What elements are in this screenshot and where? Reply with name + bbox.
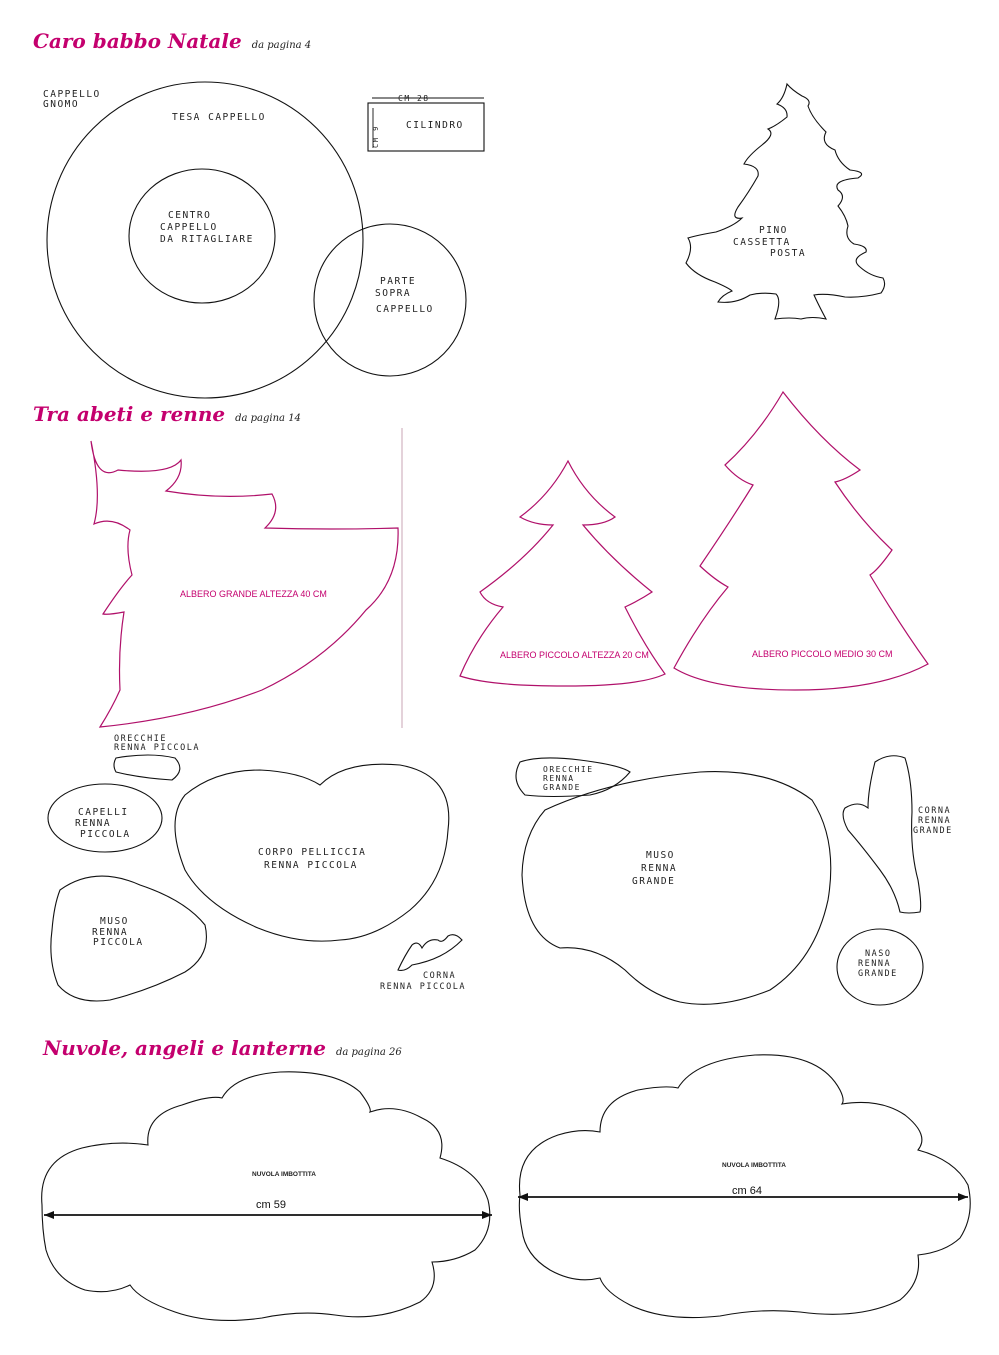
body-small-label-1: CORPO PELLICCIA [258, 847, 367, 858]
tree-medium-label: ALBERO PICCOLO MEDIO 30 CM [752, 649, 893, 659]
antlers-small-shape [398, 935, 462, 971]
hat-center-label-1: CENTRO [168, 210, 212, 221]
muzzle-large-label-3: GRANDE [632, 876, 676, 887]
pine-label-2: CASSETTA [733, 237, 791, 248]
hat-top-label-3: CAPPELLO [376, 304, 434, 315]
nose-large-label-1: NASO [865, 949, 892, 959]
ears-large-label-2: RENNA [543, 774, 575, 783]
muzzle-large-label-2: RENNA [641, 863, 678, 874]
cloud-2-measure-label: cm 64 [732, 1185, 762, 1197]
tree-large-outline [91, 441, 398, 727]
cloud-2-label: NUVOLA IMBOTTITA [722, 1162, 786, 1169]
cloud-1-arrow-left [44, 1211, 54, 1219]
cloud-1-outline [42, 1072, 490, 1321]
ears-large-label-1: ORECCHIE [543, 765, 594, 774]
hat-top-label-1: PARTE [380, 276, 417, 287]
cylinder-label: CILINDRO [406, 120, 464, 131]
section-title-3: Nuvole, angeli e lanterne da pagina 26 [43, 1036, 402, 1060]
hat-brim-label: TESA CAPPELLO [172, 112, 266, 123]
muzzle-large-shape [522, 772, 831, 1005]
hat-center-label-2: CAPPELLO [160, 222, 218, 233]
nose-large-label-2: RENNA [858, 959, 892, 969]
ears-small-label-2: RENNA PICCOLA [114, 743, 201, 753]
muzzle-small-label-1: MUSO [100, 916, 129, 927]
cloud-1-measure-label: cm 59 [256, 1199, 286, 1211]
muzzle-small-label-3: PICCOLA [93, 937, 144, 948]
antlers-large-shape [843, 756, 921, 913]
ears-small-shape [114, 755, 180, 780]
hat-top-circle [314, 224, 466, 376]
hat-top-label-2: SOPRA [375, 288, 412, 299]
gnome-hat-label-1: CAPPELLO [43, 89, 101, 100]
cylinder-width-label: CM 28 [398, 94, 430, 103]
tree-small-label: ALBERO PICCOLO ALTEZZA 20 CM [500, 650, 649, 660]
nose-large-label-3: GRANDE [858, 969, 898, 979]
hair-small-label-3: PICCOLA [80, 829, 131, 840]
pine-label-1: PINO [759, 225, 788, 236]
tree-large-label: ALBERO GRANDE ALTEZZA 40 CM [180, 589, 327, 599]
tree-medium-outline [674, 392, 928, 690]
antlers-large-label-1: CORNA [918, 806, 952, 816]
hat-center-label-3: DA RITAGLIARE [160, 234, 254, 245]
pine-label-3: POSTA [770, 248, 807, 259]
muzzle-large-label-1: MUSO [646, 850, 675, 861]
cylinder-height-label: CM 9 [372, 125, 380, 148]
body-small-label-2: RENNA PICCOLA [264, 860, 358, 871]
antlers-small-label-2: RENNA PICCOLA [380, 982, 467, 992]
ears-small-label-1: ORECCHIE [114, 734, 167, 744]
ears-large-label-3: GRANDE [543, 783, 581, 792]
antlers-large-label-2: RENNA [918, 816, 952, 826]
hair-small-label-1: CAPELLI [78, 807, 129, 818]
cloud-1-label: NUVOLA IMBOTTITA [252, 1171, 316, 1178]
antlers-large-label-3: GRANDE [913, 826, 953, 836]
hair-small-label-2: RENNA [75, 818, 112, 829]
muzzle-small-label-2: RENNA [92, 927, 129, 938]
section-title-2: Tra abeti e renne da pagina 14 [33, 402, 301, 426]
section-title-1: Caro babbo Natale da pagina 4 [33, 29, 312, 53]
pine-tree-outline [686, 84, 885, 319]
cloud-2-arrow-right [958, 1193, 968, 1201]
cloud-1-arrow-right [482, 1211, 492, 1219]
gnome-hat-label-2: GNOMO [43, 99, 80, 110]
antlers-small-label-1: CORNA [423, 971, 457, 981]
